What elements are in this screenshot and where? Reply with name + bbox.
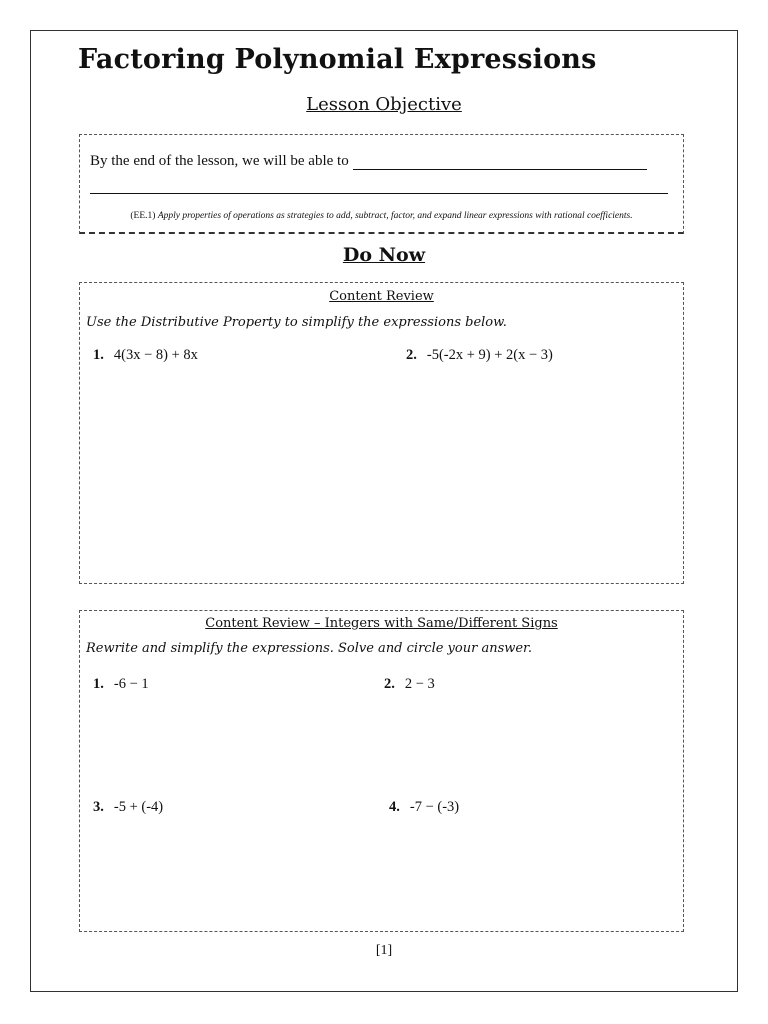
- problem-number: 3.: [93, 799, 104, 815]
- objective-prompt: By the end of the lesson, we will be able to: [90, 153, 349, 169]
- page-number: [1]: [375, 943, 393, 958]
- problem-number: 1.: [93, 676, 104, 692]
- objective-blank-long[interactable]: [90, 193, 668, 194]
- page-title: Factoring Polynomial Expressions: [78, 44, 597, 75]
- problem-number: 2.: [384, 676, 395, 692]
- problem-expression: 4(3x − 8) + 8x: [113, 347, 198, 363]
- problem-expression: -7 − (-3): [409, 799, 460, 815]
- content-review-box-2: [79, 610, 684, 932]
- section1-heading: Content Review: [329, 289, 434, 304]
- problem-expression: -5(-2x + 9) + 2(x − 3): [426, 347, 553, 363]
- problem-expression: -5 + (-4): [113, 799, 164, 815]
- problem-expression: -6 − 1: [113, 676, 149, 692]
- lesson-objective-box: [79, 134, 684, 234]
- section1-instruction: Use the Distributive Property to simplify the expressions below.: [86, 315, 507, 330]
- objective-blank-short[interactable]: [353, 155, 647, 170]
- objective-prompt-line: [90, 153, 647, 170]
- section2-problem-2: [384, 676, 435, 693]
- do-now-heading: Do Now: [342, 244, 426, 266]
- problem-number: 1.: [93, 347, 104, 363]
- section2-problem-1: [93, 676, 149, 693]
- standard-note: [80, 211, 683, 221]
- section2-problem-3: [93, 799, 163, 816]
- section2-problem-4: [389, 799, 459, 816]
- standard-text: Apply properties of operations as strategies to add, subtract, factor, and expand linear expressions with rational coefficients.: [157, 211, 633, 221]
- content-review-box-1: [79, 282, 684, 584]
- section1-problem-2: [406, 347, 553, 364]
- problem-expression: 2 − 3: [404, 676, 435, 692]
- section2-instruction: Rewrite and simplify the expressions. Solve and circle your answer.: [86, 641, 532, 656]
- standard-code: (EE.1): [130, 211, 156, 221]
- lesson-objective-heading: Lesson Objective: [306, 94, 462, 115]
- section1-problem-1: [93, 347, 198, 364]
- section2-heading: Content Review – Integers with Same/Different Signs: [205, 616, 558, 631]
- problem-number: 4.: [389, 799, 400, 815]
- problem-number: 2.: [406, 347, 417, 363]
